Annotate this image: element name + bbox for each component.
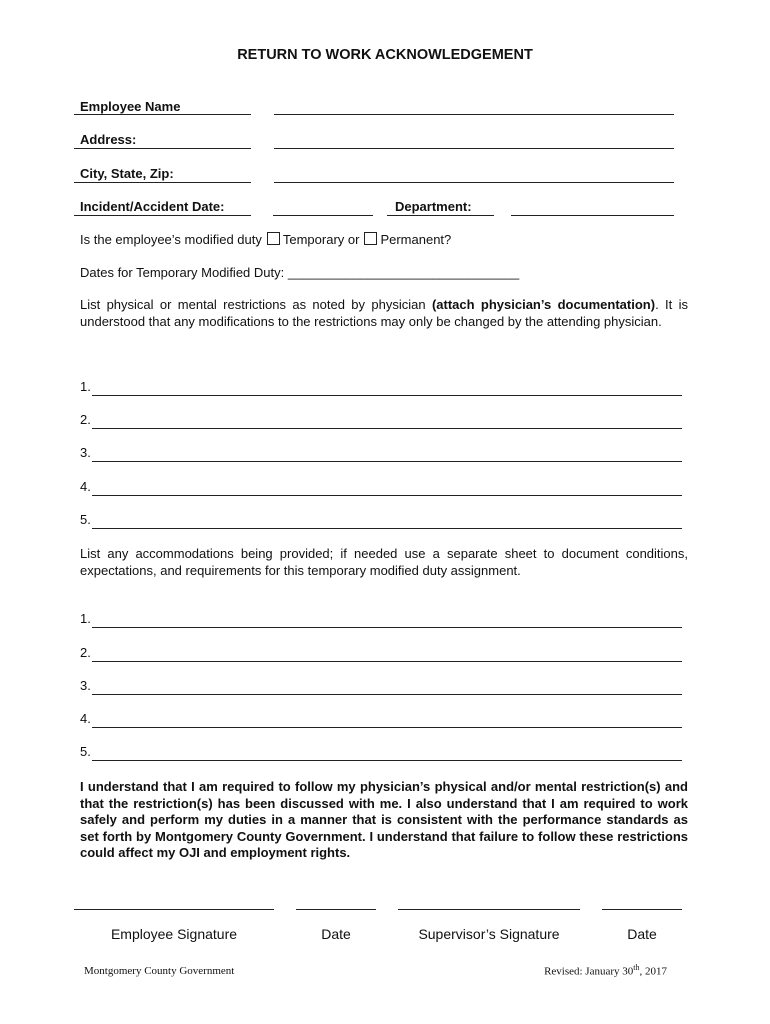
- accommodation-underline: [92, 661, 682, 662]
- supervisor-signature-label: Supervisor’s Signature: [418, 926, 560, 942]
- accommodation-line-1[interactable]: [80, 612, 682, 628]
- duty-question-text: Is the employee’s modified duty: [80, 232, 262, 247]
- accommodation-line-5[interactable]: [80, 745, 682, 761]
- incident-date-label: Incident/Accident Date:: [80, 199, 225, 214]
- employee-name-label-underline: [74, 114, 251, 115]
- restriction-line-2[interactable]: [80, 413, 682, 429]
- restrictions-intro-bold: (attach physician’s documentation): [431, 297, 656, 312]
- restrictions-intro-text: List physical or mental restrictions as noted by physician: [80, 297, 432, 312]
- department-label-underline: [387, 215, 494, 216]
- footer-organization: Montgomery County Government: [84, 965, 235, 977]
- acknowledgement-statement: I understand that I am required to follow my physician’s physical and/or mental restriction(s) and that the restriction(s) has been discussed with me. I also understand that I am required to work safely and perform my duties in a manner that is consistent with the performance standards as set forth by Montgomery County Government. I understand that failure to follow these restrictions could affect my OJI and employment rights.: [80, 779, 688, 860]
- supervisor-signature-line[interactable]: [398, 909, 580, 910]
- footer-revised-text: Revised: January 30: [544, 965, 634, 978]
- employee-name-label: Employee Name: [80, 99, 181, 114]
- supervisor-date-line[interactable]: [602, 909, 682, 910]
- accommodation-underline: [92, 727, 682, 728]
- restriction-number: 5.: [80, 512, 91, 527]
- restriction-line-3[interactable]: [80, 446, 682, 462]
- restriction-underline: [92, 528, 682, 529]
- permanent-checkbox[interactable]: [364, 232, 377, 245]
- address-label-underline: [74, 148, 251, 149]
- accommodation-number: 3.: [80, 678, 91, 693]
- footer-revised-sup: th: [633, 963, 640, 972]
- permanent-option-label: Permanent?: [380, 232, 452, 247]
- temporary-option-label: Temporary or: [282, 232, 360, 247]
- accommodation-line-2[interactable]: [80, 646, 682, 662]
- footer-revised-year: , 2017: [639, 965, 667, 978]
- restriction-number: 4.: [80, 479, 91, 494]
- restriction-line-1[interactable]: [80, 380, 682, 396]
- department-label: Department:: [395, 199, 472, 214]
- accommodation-number: 2.: [80, 645, 91, 660]
- accommodation-number: 4.: [80, 711, 91, 726]
- restriction-underline: [92, 461, 682, 462]
- accommodation-underline: [92, 760, 682, 761]
- restriction-number: 1.: [80, 379, 91, 394]
- restriction-underline: [92, 428, 682, 429]
- accommodation-underline: [92, 694, 682, 695]
- city-state-zip-label: City, State, Zip:: [80, 166, 174, 181]
- restrictions-intro-rest: . It is understood that any modifications to the restrictions may only be changed by the attending physician.: [80, 297, 688, 329]
- address-field[interactable]: [274, 148, 674, 149]
- page-title: RETURN TO WORK ACKNOWLEDGEMENT: [237, 47, 533, 63]
- accommodation-underline: [92, 627, 682, 628]
- duty-question: [80, 232, 451, 247]
- restriction-underline: [92, 395, 682, 396]
- restriction-line-5[interactable]: [80, 513, 682, 529]
- accommodation-line-3[interactable]: [80, 679, 682, 695]
- employee-signature-line[interactable]: [74, 909, 274, 910]
- city-state-zip-label-underline: [74, 182, 251, 183]
- incident-date-label-underline: [74, 215, 251, 216]
- temporary-checkbox[interactable]: [267, 232, 280, 245]
- footer-revised-date: [544, 963, 667, 978]
- accommodation-line-4[interactable]: [80, 712, 682, 728]
- restrictions-intro: [80, 297, 688, 330]
- restriction-line-4[interactable]: [80, 480, 682, 496]
- accommodation-number: 5.: [80, 744, 91, 759]
- accommodation-number: 1.: [80, 611, 91, 626]
- restriction-number: 3.: [80, 445, 91, 460]
- employee-signature-label: Employee Signature: [110, 926, 238, 942]
- department-field[interactable]: [511, 215, 674, 216]
- address-label: Address:: [80, 132, 137, 147]
- restriction-number: 2.: [80, 412, 91, 427]
- accommodations-intro: List any accommodations being provided; if needed use a separate sheet to document conditions, expectations, and requirements for this temporary modified duty assignment.: [80, 546, 688, 578]
- incident-date-field[interactable]: [273, 215, 373, 216]
- employee-date-line[interactable]: [296, 909, 376, 910]
- city-state-zip-field[interactable]: [274, 182, 674, 183]
- temporary-dates-field[interactable]: Dates for Temporary Modified Duty: ________________________________: [80, 265, 520, 280]
- restriction-underline: [92, 495, 682, 496]
- employee-name-field[interactable]: [274, 114, 674, 115]
- employee-date-label: Date: [321, 926, 351, 942]
- supervisor-date-label: Date: [627, 926, 657, 942]
